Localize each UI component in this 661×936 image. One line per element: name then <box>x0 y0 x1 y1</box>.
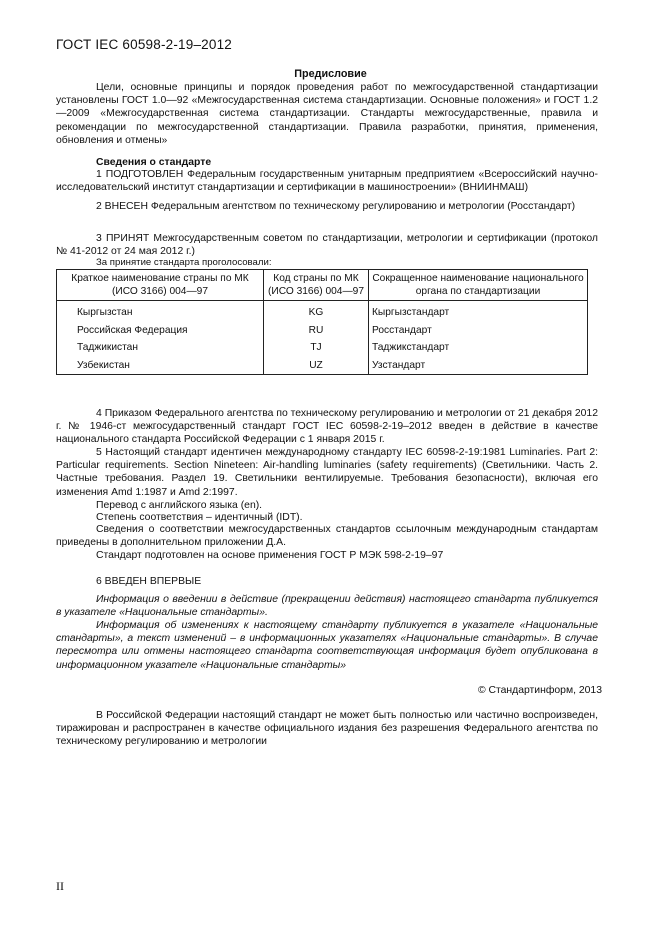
table-header-country: Краткое наименование страны по МК (ИСО 3166) 004—97 <box>57 270 264 301</box>
info-item-1 <box>56 168 598 194</box>
table-cell-country: Узбекистан <box>57 357 264 375</box>
table-cell-body: Таджикстандарт <box>369 339 588 357</box>
item-5 <box>56 446 598 499</box>
notice-2-text: Информация об изменениях к настоящему стандарту публикуется в указателе «Национальные стандарты», а текст изменений – в информационных указателях «Национальные стандарты». В случае пересмотра или отмены настоящего стандарта соответствующая информация будет опубликована в информационном указателе «Национальные стандарты» <box>56 620 598 671</box>
item-6: 6 ВВЕДЕН ВПЕРВЫЕ <box>96 576 202 587</box>
item-4-text: 4 Приказом Федерального агентства по техническому регулированию и метрологии от 21 декабря 2012 г. № 1946-ст межгосударственный стандарт ГОСТ IEC 60598-2-19–2012 введен в действие в качестве национального стандарта Российской Федерации с 1 января 2015 г. <box>56 408 598 446</box>
notice-2 <box>56 619 598 672</box>
table-cell-country: Российская Федерация <box>57 322 264 340</box>
table-row <box>57 301 588 322</box>
notice-1 <box>56 593 598 619</box>
preface-intro <box>56 81 598 147</box>
table-header-body: Сокращенное наименование национального органа по стандартизации <box>369 270 588 301</box>
member-states-table <box>56 269 588 375</box>
notice-1-text: Информация о введении в действие (прекращении действия) настоящего стандарта публикуется в указателе «Национальные стандарты». <box>56 594 598 619</box>
table-cell-country: Таджикистан <box>57 339 264 357</box>
conformity-note: Степень соответствия – идентичный (IDT). <box>96 512 303 523</box>
preface-intro-text: Цели, основные принципы и порядок проведения работ по межгосударственной стандартизации установлены ГОСТ 1.0—92 «Межгосударственная система стандартизации. Основные положения» и ГОСТ 1.2—2009 «Межгосударственная система стандартизации. Стандарты межгосударственные, правила и рекомендации по межгосударственной стандартизации. Правила разработки, принятия, применения, обновления и отмены» <box>56 82 598 146</box>
legal-notice <box>56 709 598 749</box>
table-cell-code: TJ <box>264 339 369 357</box>
table-row <box>57 339 588 357</box>
copyright: © Стандартинформ, 2013 <box>477 685 602 696</box>
legal-notice-text: В Российской Федерации настоящий стандарт не может быть полностью или частично воспроизведен, тиражирован и распространен в качестве официального издания без разрешения Федерального агентства по техническому регулированию и метрологии <box>56 710 598 748</box>
page-number: II <box>56 879 64 893</box>
table-cell-code: UZ <box>264 357 369 375</box>
table-header-row <box>57 270 588 301</box>
table-cell-body: Кыргызстандарт <box>369 301 588 322</box>
info-item-2 <box>56 200 598 213</box>
prepared-note: Стандарт подготовлен на основе применения ГОСТ Р МЭК 598-2-19–97 <box>96 550 444 561</box>
table-header-code: Код страны по МК (ИСО 3166) 004—97 <box>264 270 369 301</box>
voted-label: За принятие стандарта проголосовали: <box>96 257 272 268</box>
item-4 <box>56 407 598 447</box>
table-row <box>57 322 588 340</box>
preface-title: Предисловие <box>294 68 367 80</box>
info-item-3-text: 3 ПРИНЯТ Межгосударственным советом по стандартизации, метрологии и сертификации (протокол № 41-2012 от 24 мая 2012 г.) <box>56 233 598 258</box>
info-heading: Сведения о стандарте <box>96 157 212 168</box>
table-cell-code: KG <box>264 301 369 322</box>
translation-note: Перевод с английского языка (en). <box>96 500 263 511</box>
table-row <box>57 357 588 375</box>
table-cell-country: Кыргызстан <box>57 301 264 322</box>
table-cell-body: Росстандарт <box>369 322 588 340</box>
info-item-3 <box>56 232 598 258</box>
table-cell-body: Узстандарт <box>369 357 588 375</box>
item-5-text: 5 Настоящий стандарт идентичен международному стандарту IEC 60598-2-19:1981 Luminaries. Part 2: Particular requirements. Section Nineteen: Air-handling luminaries (safety requirements) (Светильники. Часть 2. Частные требования. Раздел 19. Светильники вентилируемые. Требования безопасности), включая его изменения Amd 1:1987 и Amd 2:1997. <box>56 447 598 498</box>
references-note <box>56 523 598 549</box>
info-item-2-text: 2 ВНЕСЕН Федеральным агентством по техническому регулированию и метрологии (Росстандарт) <box>96 201 576 212</box>
references-note-text: Сведения о соответствии межгосударственных стандартов ссылочным международным стандартам приведены в дополнительном приложении Д.А. <box>56 524 598 549</box>
table-cell-code: RU <box>264 322 369 340</box>
standard-code-header: ГОСТ IEC 60598-2-19–2012 <box>56 37 233 52</box>
info-item-1-text: 1 ПОДГОТОВЛЕН Федеральным государственным унитарным предприятием «Всероссийский научно-исследовательский институт стандартизации и сертификации в машиностроении» (ВНИИНМАШ) <box>56 169 598 194</box>
